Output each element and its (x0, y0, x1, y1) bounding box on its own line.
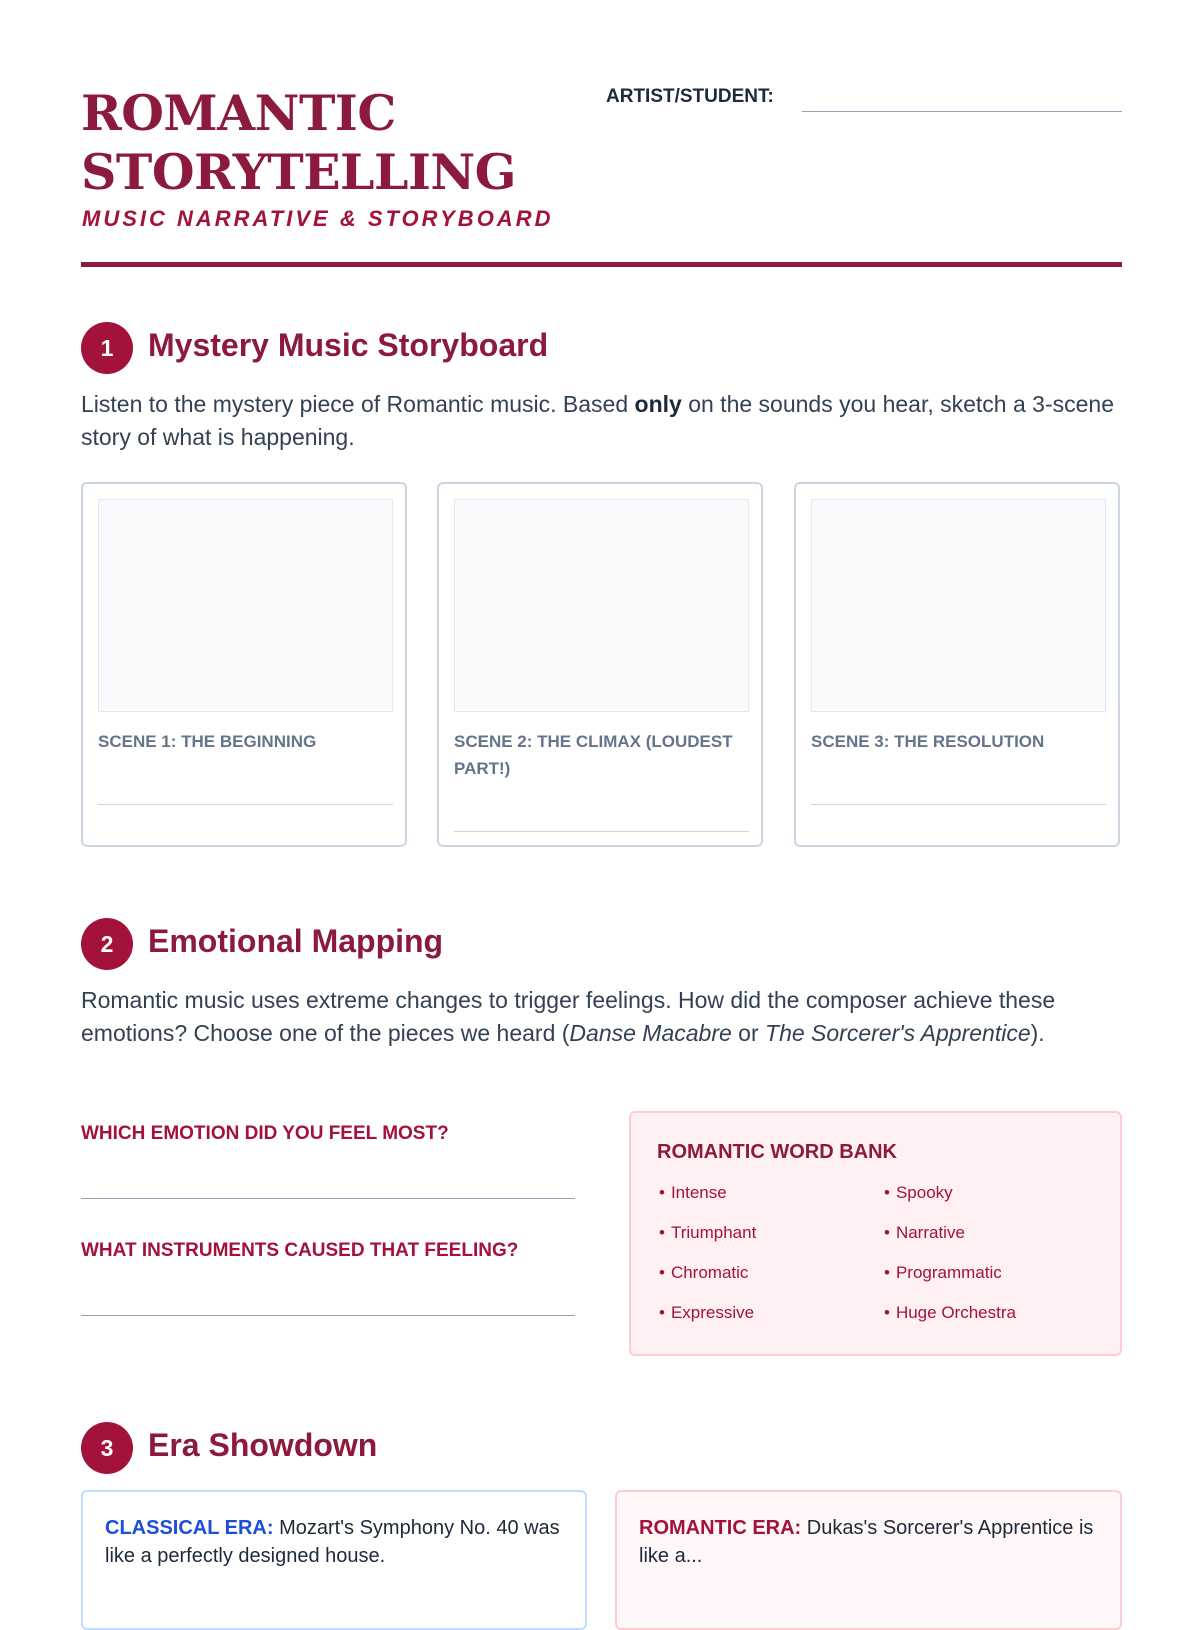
question-emotion-label: WHICH EMOTION DID YOU FEEL MOST? (81, 1123, 449, 1144)
scene-2-caption: SCENE 2: THE CLIMAX (LOUDEST PART!) (454, 732, 733, 778)
scene-3-drawing-area[interactable] (811, 499, 1106, 712)
classical-era-box (81, 1490, 587, 1630)
romantic-era-box[interactable] (615, 1490, 1122, 1630)
instructions-emphasis: only (634, 391, 682, 417)
section-2-title: Emotional Mapping (148, 923, 444, 959)
romantic-word-bank (629, 1111, 1122, 1356)
question-emotion-answer-line[interactable] (81, 1198, 575, 1199)
romantic-era-statement (639, 1514, 1102, 1570)
romantic-era-tag: ROMANTIC ERA: (639, 1517, 802, 1539)
section-2-instructions (81, 984, 1131, 1050)
scene-3-caption: SCENE 3: THE RESOLUTION (811, 732, 1045, 751)
word-bank-item: • Huge Orchestra (884, 1303, 1016, 1323)
storyboard-scene-3 (794, 482, 1120, 847)
word-bank-item: • Chromatic (659, 1263, 748, 1283)
piece-title-danse-macabre: Danse Macabre (569, 1020, 732, 1046)
storyboard-scene-1 (81, 482, 407, 847)
artist-student-label: ARTIST/STUDENT: (606, 86, 774, 107)
classical-era-tag: CLASSICAL ERA: (105, 1517, 274, 1539)
section-3-title: Era Showdown (148, 1427, 378, 1463)
word-bank-title: ROMANTIC WORD BANK (657, 1141, 897, 1163)
instructions-connector: or (731, 1020, 766, 1046)
scene-1-writing-line[interactable] (98, 804, 393, 805)
worksheet-title (81, 84, 516, 202)
classical-era-text: Mozart's Symphony No. 40 was like a perfectly designed house. (105, 1517, 560, 1567)
scene-3-writing-line[interactable] (811, 804, 1106, 805)
section-1-title: Mystery Music Storyboard (148, 327, 549, 363)
word-bank-item: • Narrative (884, 1223, 965, 1243)
instructions-text: Romantic music uses extreme changes to trigger feelings. How did the composer achieve these emotions? Choose one of the pieces we heard ( (81, 987, 1056, 1046)
word-bank-item: • Programmatic (884, 1263, 1002, 1283)
scene-1-caption: SCENE 1: THE BEGINNING (98, 732, 317, 751)
storyboard-scene-2 (437, 482, 763, 847)
title-line-1: ROMANTIC (81, 84, 396, 142)
instructions-closing: ). (1030, 1020, 1045, 1046)
section-1-number-badge: 1 (81, 322, 133, 374)
romantic-era-text: Dukas's Sorcerer's Apprentice is like a... (639, 1517, 1094, 1567)
scene-2-writing-line[interactable] (454, 831, 749, 832)
instructions-text: Listen to the mystery piece of Romantic music. Based (81, 391, 635, 417)
instructions-text-rest: on the sounds you hear, sketch a 3-scene story of what is happening. (81, 391, 1114, 450)
question-instruments-label: WHAT INSTRUMENTS CAUSED THAT FEELING? (81, 1240, 519, 1261)
word-bank-item: • Spooky (884, 1183, 953, 1203)
section-1-instructions (81, 388, 1131, 454)
word-bank-item: • Expressive (659, 1303, 754, 1323)
section-2-number-badge: 2 (81, 918, 133, 970)
artist-student-field[interactable] (802, 111, 1122, 112)
word-bank-item: • Intense (659, 1183, 727, 1203)
section-3-number-badge: 3 (81, 1422, 133, 1474)
worksheet-subtitle: MUSIC NARRATIVE & STORYBOARD (82, 206, 554, 231)
title-line-2: STORYTELLING (81, 143, 516, 201)
header-divider (81, 262, 1122, 267)
classical-era-statement (105, 1514, 567, 1570)
scene-1-drawing-area[interactable] (98, 499, 393, 712)
piece-title-sorcerers-apprentice: The Sorcerer's Apprentice (765, 1020, 1031, 1046)
question-instruments-answer-line[interactable] (81, 1315, 575, 1316)
word-bank-item: • Triumphant (659, 1223, 756, 1243)
scene-2-drawing-area[interactable] (454, 499, 749, 712)
